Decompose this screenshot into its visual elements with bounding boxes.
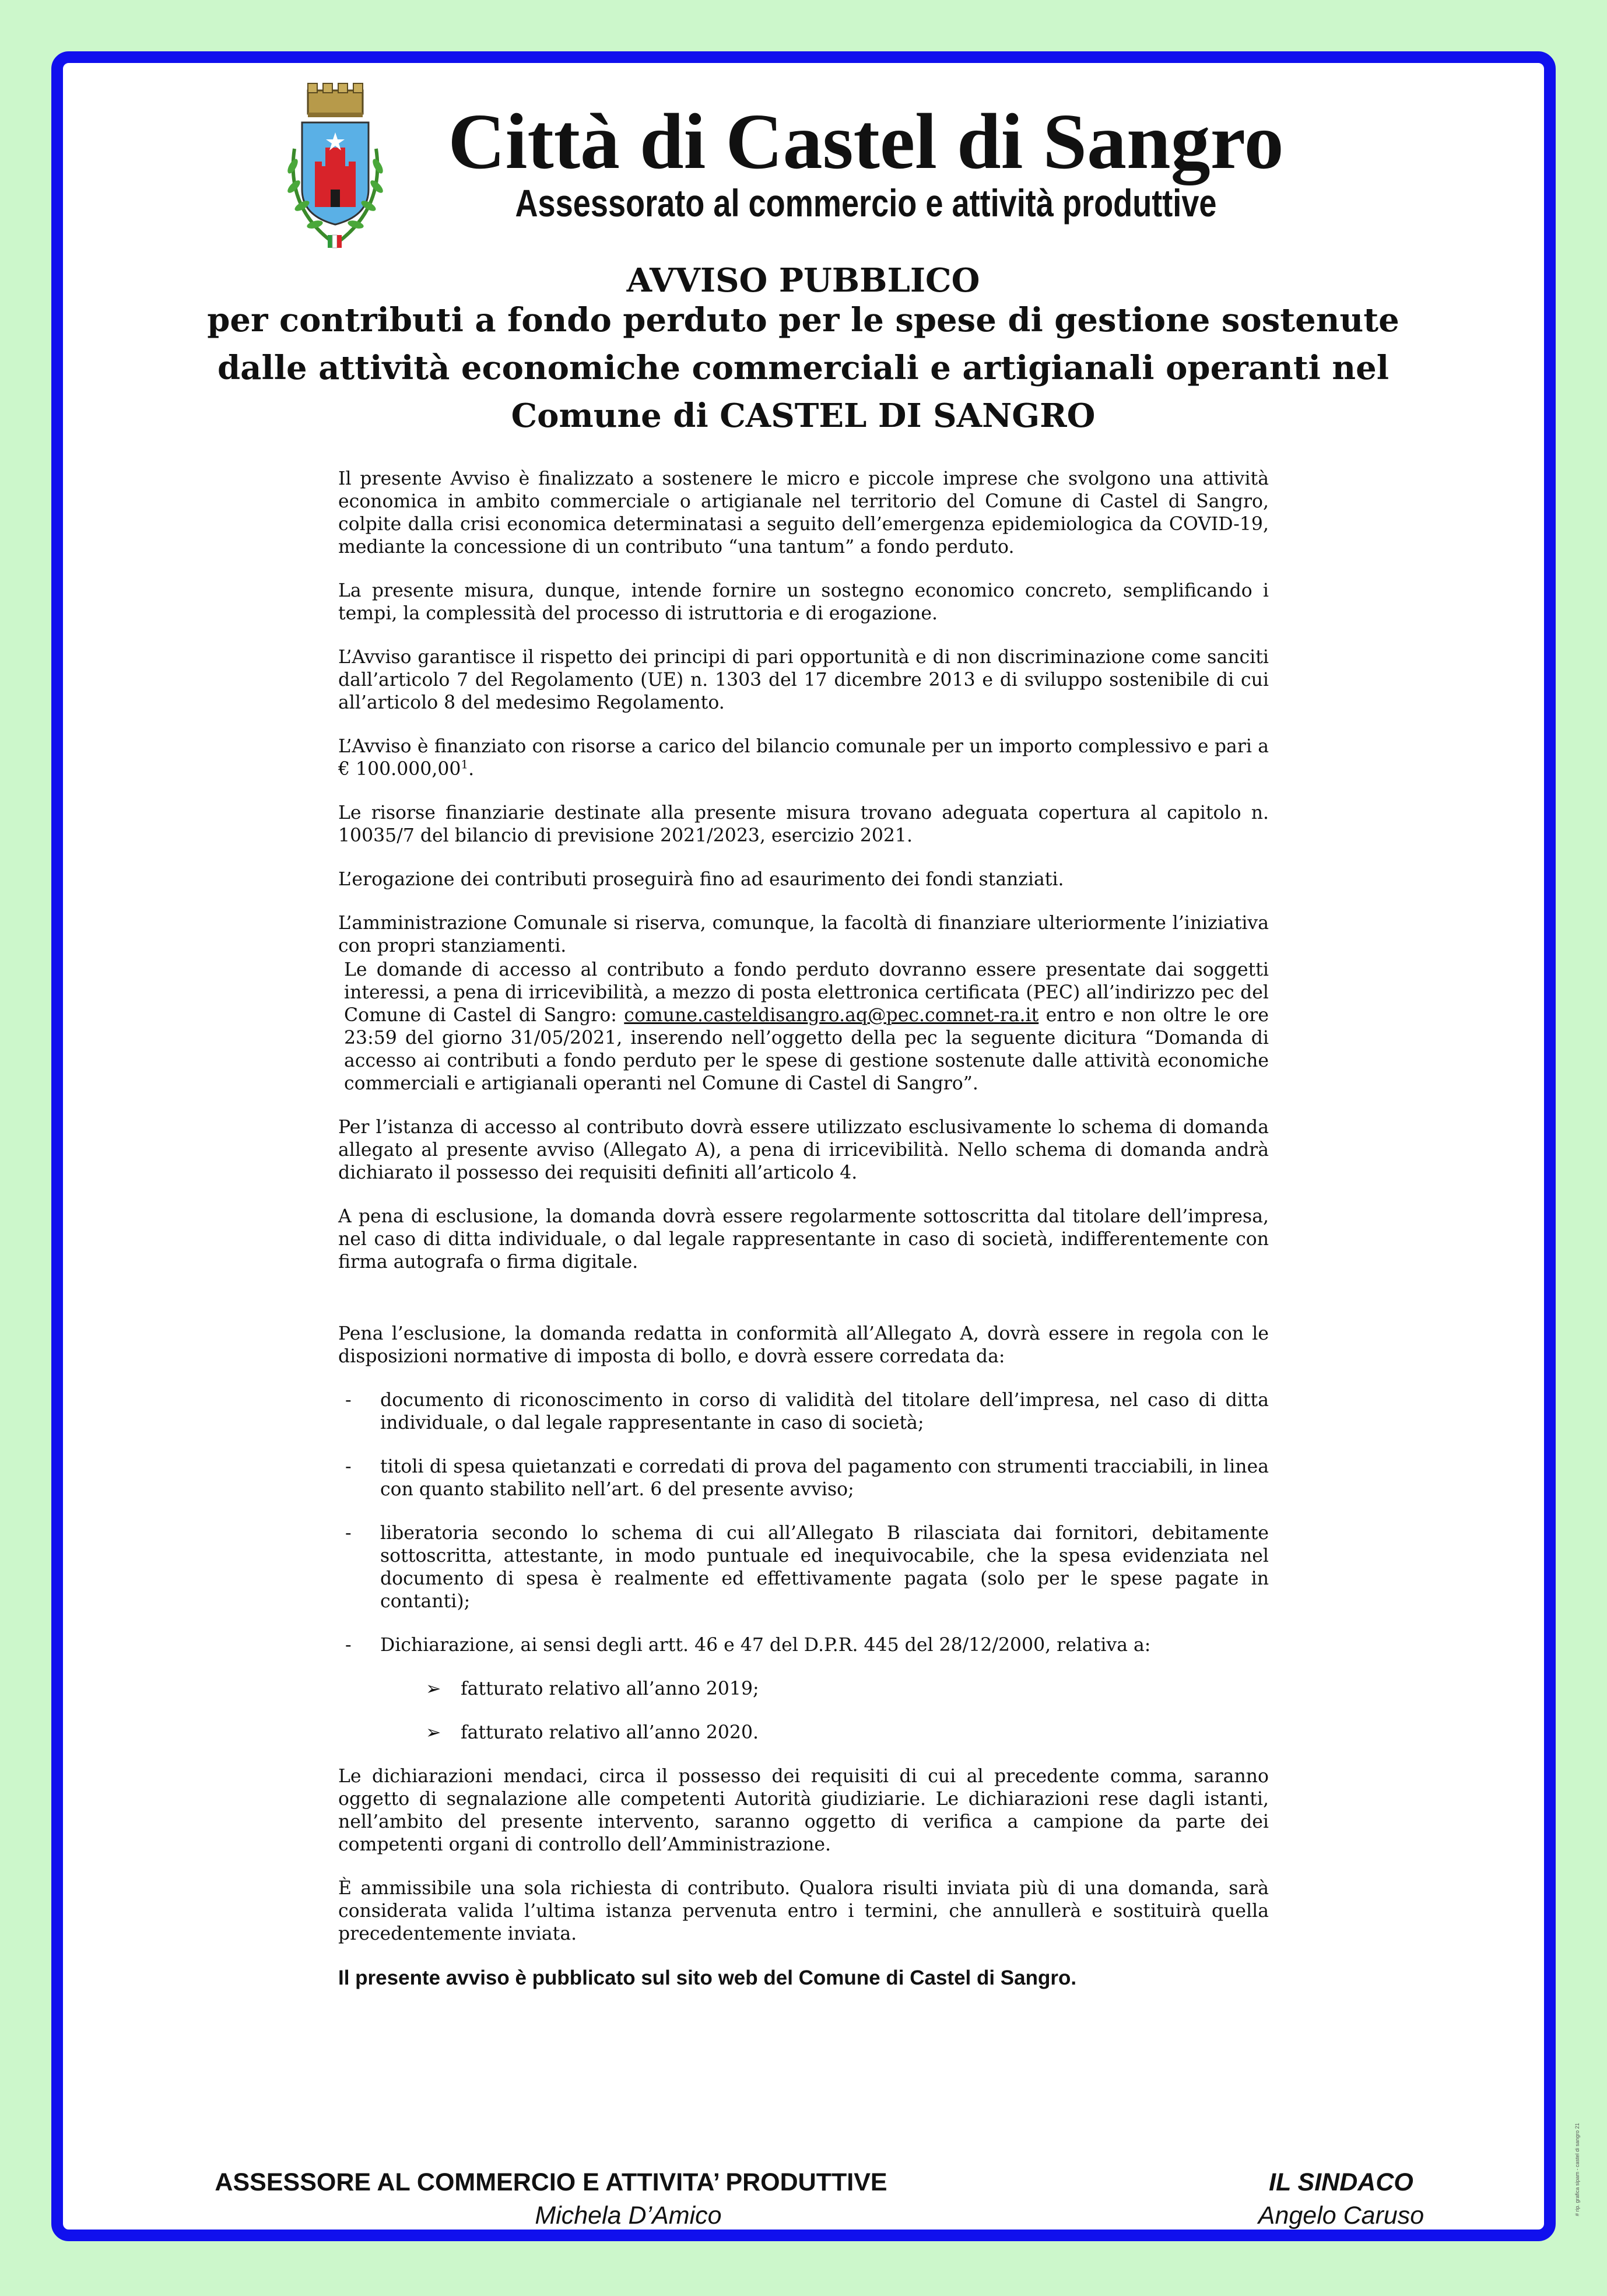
paragraph-purpose: Il presente Avviso è finalizzato a sostenere le micro e piccole imprese che svolgono una attività economica in ambito commerciale o artigianale nel territorio del Comune di Castel di Sangro, colpite dalla crisi economica determinatasi a seguito dell’emergenza epidemiologica da COVID-19, mediante la concessione di un contributo “una tantum” a fondo perduto.	[338, 468, 1269, 558]
submission-text: Le domande di accesso al contributo a fondo perduto dovranno essere presentate dai soggetti interessi, a pena di irricevibilità, a mezzo di posta elettronica certificata (PEC) all’indirizzo pec del Comune di Castel di Sangro:	[344, 959, 1269, 1026]
paragraph-single-request: È ammissibile una sola richiesta di contributo. Qualora risulti inviata più di una domanda, sarà considerata valida l’ultima istanza pervenuta entro i termini, che annullerà e sostituirà quella precedentemente inviata.	[338, 1878, 1269, 1944]
mayor-title: IL SINDACO	[1269, 2168, 1413, 2196]
sublist-item-text: fatturato relativo all’anno 2020.	[461, 1722, 759, 1743]
notice-heading-line-2: per contributi a fondo perduto per le spese di gestione sostenute	[207, 301, 1399, 339]
list-item	[338, 1634, 1269, 1657]
list-dash: -	[345, 1635, 352, 1656]
paragraph-publication: Il presente avviso è pubblicato sul sito web del Comune di Castel di Sangro.	[338, 1967, 1077, 1989]
paragraph-funding	[338, 735, 1269, 781]
paragraph-submission	[338, 959, 1269, 1095]
paragraph-requirements: Pena l’esclusione, la domanda redatta in conformità all’Allegato A, dovrà essere in regola con le disposizioni normative di imposta di bollo, e dovrà essere corredata da:	[338, 1323, 1269, 1367]
arrow-bullet-icon: ➢	[426, 1678, 441, 1699]
paragraph-signature: A pena di esclusione, la domanda dovrà essere regolarmente sottoscritta dal titolare dell’impresa, nel caso di ditta individuale, o dal legale rappresentante in caso di società, indifferentemente con firma autografa o firma digitale.	[338, 1206, 1269, 1273]
list-dash: -	[345, 1523, 352, 1544]
sublist-item-text: fatturato relativo all’anno 2019;	[461, 1678, 759, 1699]
list-item-text: liberatoria secondo lo schema di cui all’Allegato B rilasciata dai fornitori, debitamente sottoscritta, attestante, in modo puntuale ed inequivocabile, che la spesa evidenziata nel documento di spesa è realmente ed effettivamente pagata (solo per le spese pagate in contanti);	[380, 1523, 1269, 1612]
list-item-text: titoli di spesa quietanzati e corredati di prova del pagamento con strumenti tracciabili, in linea con quanto stabilito nell’art. 6 del presente avviso;	[380, 1456, 1269, 1500]
paragraph-application-form: Per l’istanza di accesso al contributo dovrà essere utilizzato esclusivamente lo schema di domanda allegato al presente avviso (Allegato A), a pena di irricevibilità. Nello schema di domanda andrà dichiarato il possesso dei requisiti definiti all’articolo 4.	[338, 1117, 1269, 1183]
sublist-item	[338, 1678, 1269, 1701]
paragraph-false-declarations: Le dichiarazioni mendaci, circa il possesso dei requisiti di cui al precedente comma, saranno oggetto di segnalazione alle competenti Autorità giudiziarie. Le dichiarazioni rese dagli istanti, nell’ambito del presente intervento, saranno oggetto di verifica a campione da parte dei competenti organi di controllo dell’Amministrazione.	[338, 1766, 1269, 1855]
footnote-marker: 1	[461, 757, 469, 772]
crown-icon	[308, 83, 363, 117]
list-dash: -	[345, 1456, 352, 1477]
notice-heading-line-3: dalle attività economiche commerciali e artigianali operanti nel	[217, 349, 1389, 387]
list-item	[338, 1522, 1269, 1613]
assessor-title: ASSESSORE AL COMMERCIO E ATTIVITA’ PRODUTTIVE	[215, 2168, 887, 2196]
list-item-text: Dichiarazione, ai sensi degli artt. 46 e 47 del D.P.R. 445 del 28/12/2000, relativa a:	[380, 1635, 1151, 1656]
sublist-item	[338, 1722, 1269, 1744]
paragraph-reserve: L’amministrazione Comunale si riserva, comunque, la facoltà di finanziare ulteriormente l’iniziativa con propri stanziamenti.	[338, 913, 1269, 956]
paragraph-budget: Le risorse finanziarie destinate alla presente misura trovano adeguata copertura al capitolo n. 10035/7 del bilancio di previsione 2021/2023, esercizio 2021.	[338, 802, 1269, 846]
submission-deadline-text: entro e non oltre le ore 23:59 del giorno 31/05/2021, inserendo nell’oggetto della pec la seguente dicitura “Domanda di accesso ai contributi a fondo perduto per le spese di gestione sostenute dalle attività economiche commerciali e artigianali operanti nel Comune di Castel di Sangro”.	[344, 1005, 1269, 1094]
notice-heading-line-4: Comune di CASTEL DI SANGRO	[511, 397, 1096, 435]
notice-body	[338, 468, 1269, 2010]
page-title: Città di Castel di Sangro	[448, 98, 1284, 185]
paragraph-principles: L’Avviso garantisce il rispetto dei principi di pari opportunità e di non discriminazione come sanciti dall’articolo 7 del Regolamento (UE) n. 1303 del 17 dicembre 2013 e di sviluppo sostenibile di cui all’articolo 8 del medesimo Regolamento.	[338, 647, 1269, 713]
funding-text: L’Avviso è finanziato con risorse a carico del bilancio comunale per un importo complessivo e pari a € 100.000,00	[338, 736, 1269, 780]
funding-end: .	[468, 759, 475, 780]
list-item	[338, 1456, 1269, 1501]
printer-credit: # rip. grafica sipam - castel di sangro 21	[1574, 2123, 1580, 2216]
list-item-text: documento di riconoscimento in corso di validità del titolare dell’impresa, nel caso di ditta individuale, o dal legale rappresentante in caso di società;	[380, 1390, 1269, 1433]
notice-heading-line-1: AVVISO PUBBLICO	[626, 261, 980, 300]
pec-email-link[interactable]: comune.casteldisangro.aq@pec.comnet-ra.it	[624, 1005, 1039, 1026]
list-item	[338, 1389, 1269, 1435]
paragraph-measure: La presente misura, dunque, intende fornire un sostegno economico concreto, semplificando i tempi, la complessità del processo di istruttoria e di erogazione.	[338, 580, 1269, 624]
page-subtitle: Assessorato al commercio e attività produttive	[515, 181, 1217, 225]
arrow-bullet-icon: ➢	[426, 1722, 441, 1743]
list-dash: -	[345, 1390, 352, 1411]
assessor-name: Michela D’Amico	[535, 2202, 722, 2230]
paragraph-disbursement: L’erogazione dei contributi proseguirà fino ad esaurimento dei fondi stanziati.	[338, 869, 1064, 890]
mayor-name: Angelo Caruso	[1258, 2202, 1424, 2230]
